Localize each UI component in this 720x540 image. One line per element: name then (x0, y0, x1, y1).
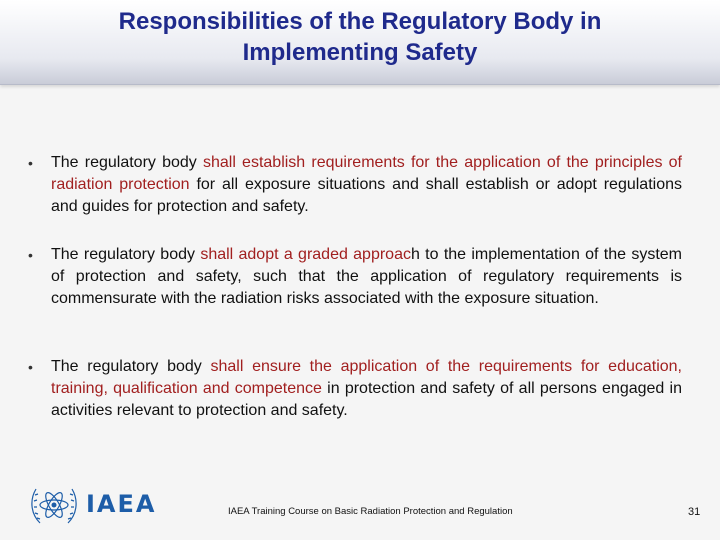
bullet-text (51, 152, 682, 218)
bullet-text-segment: h to the implementation of the system of protection and safety, such that the application of regulatory requirements is commensurate with the radiation risks associated with the exposure situation. (51, 246, 683, 307)
slide-title-line-1: Responsibilities of the Regulatory Body in (118, 8, 602, 35)
bullet-dot-icon: • (28, 359, 33, 375)
bullet-text-segment: for all exposure situations and shall establish or adopt regulations and guides for protection and safety. (51, 176, 682, 215)
bullet-text-segment: in protection and safety of all persons engaged in activities relevant to protection and safety. (51, 380, 682, 419)
footer-caption: IAEA Training Course on Basic Radiation Protection and Regulation (228, 506, 513, 517)
bullet-text-segment: The regulatory body (51, 246, 201, 263)
bullet-text (51, 356, 682, 422)
bullet-dot-icon: • (28, 155, 33, 171)
iaea-logo (28, 483, 160, 527)
bullet-text-highlight: shall establish requirements for the application of the principles of radiation protection (51, 154, 682, 193)
slide-title (40, 6, 680, 68)
slide-title-line-2: Implementing Safety (242, 39, 478, 66)
bullet-text-highlight: shall ensure the application of the requirements for education, training, qualification and competence (51, 358, 683, 397)
bullet-text (51, 244, 682, 310)
bullet-text-highlight: shall adopt a graded approac (200, 246, 411, 263)
page-number: 31 (688, 506, 701, 518)
bullet-text-segment: The regulatory body (51, 358, 211, 375)
title-band (0, 0, 720, 85)
iaea-emblem-icon (28, 483, 80, 527)
iaea-wordmark: IAEA (86, 490, 157, 518)
bullet-dot-icon: • (28, 247, 33, 263)
bullet-text-segment: The regulatory body (51, 154, 203, 171)
